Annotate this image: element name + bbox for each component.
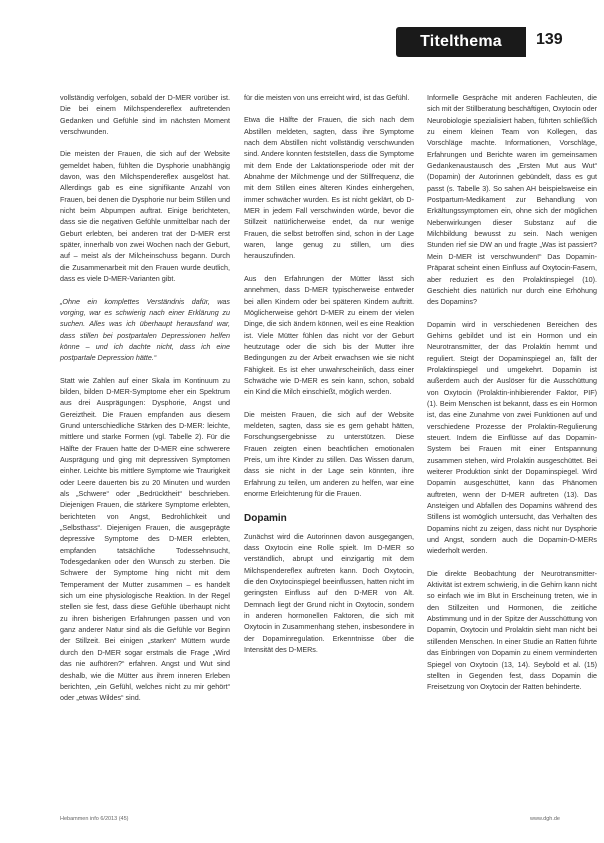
pull-quote: „Ohne ein komplettes Verständnis dafür, was vorging, war es schwierig nach einer Erklärung zu suchen. Alles was ich überhaupt herausfand war, dass stillen bei postpartalen Depressionen helfen könne – und ich dachte nicht, dass ich eine postpartale Depression hätte.“ <box>60 296 230 363</box>
section-heading: Dopamin <box>244 513 287 525</box>
paragraph: Die meisten der Frauen, die sich auf der Website gemeldet haben, fühlten die Dysphorie unabhängig davon, was den Milchspendereflex ausgelöst hat. Allerdings gab es eine signifikante Anzahl von Frauen, bei denen die Dysphorie nur beim Stillen und nicht beim Abpumpen auftrat. Einige berichteten, dass sie die negativen Gefühle unmittelbar nach der Geburt erlebten, bei anderen trat der D-MER erst später, innerhalb von zwei Wochen nach der Geburt, auf – meist als der Milcheinschuss begann. Durch die Zusammenarbeit mit den Frauen wurde deutlich, dass es viele D-MER-Varianten gibt. <box>60 149 230 284</box>
text-column-3 <box>427 92 597 704</box>
text-column-1 <box>60 92 230 715</box>
footer-journal-reference: Hebammen info 6/2013 (45) <box>60 816 129 822</box>
text-column-2 <box>244 92 414 666</box>
paragraph: Die meisten Frauen, die sich auf der Website meldeten, sagten, dass sie es gern gehabt hätten, Forschungsergebnisse zu unterstützen. Diese Frauen zeigten einen beachtlichen emotionalen Preis, um ihre Kinder zu stillen. Das Wissen darum, dass sie nicht in der Lage sein könnten, ihre Erfahrung zu teilen, um anderen zu helfen, war eine enorme Erleichterung für die Frauen. <box>244 409 414 498</box>
page-number: 139 <box>536 31 563 48</box>
paragraph: Dopamin wird in verschiedenen Bereichen des Gehirns gebildet und ist ein Hormon und ein Neurotransmitter, der das Prolaktin hemmt und reguliert. Steigt der Dopaminspiegel an, fällt der Prolaktinspiegel und umgekehrt. Dopamin ist außerdem auch der Auslöser für die Ausschüttung von Oxytocin (Prolaktin-inhibierender Faktor, PIF) (1). Beim Menschen ist bekannt, dass es ein Hormon ist, das eine Zunahme von zwei Funktionen auf und verschiedene Prozesse der Prolaktin-Regulierung steuert. Indem die Einflüsse auf das Dopamin-System bei Frauen mit einer Entspannung zusammen stehen, wird Prolaktin ausgeschüttet. Bei weiterer Produktion sinkt der Dopaminspiegel. Wird Dopamin ausgeschüttet, kann das Phänomen auftreten, wenn der D-MER auftreten (13). Das Ansteigen und Abfallen des Dopamins während des Stillens ist womöglich untersucht, das Verhalten des Dopamins nicht zu zeigen, dass nicht nur Dysphorie und Angst, sondern auch die Dopamin-D-MERs wiederholt werden. <box>427 319 597 556</box>
paragraph: Etwa die Hälfte der Frauen, die sich nach dem Abstillen meldeten, sagten, dass ihre Symptome nach dem Abstillen nicht vollständig verschwunden sind. Andere konnten feststellen, dass die Symptome mit dem Ende der Laktationsperiode oder mit der Abnahme der Milchmenge und der Stillfrequenz, die mit dem Stillen eines älteren Kindes einhergehen, immer schwächer wurden. Es ist nicht geklärt, ob D-MER in jedem Fall verschwinden würde, bevor die Stillzeit natürlicherweise endet, da nur wenige Frauen, die selbst betroffen sind, schon in der Lage waren, lange genug zu stillen, um dies herauszufinden. <box>244 115 414 261</box>
paragraph: Die direkte Beobachtung der Neurotransmitter-Aktivität ist extrem schwierig, in die Gehirn kann nicht so einfach wie im Blut in Erscheinung treten, wie in den Stillzeiten und Hormonen, die zeitliche Abstimmung und in der Spitze der Ausschüttung von Dopamin, Oxytocin und Prolaktin sieht man nicht bei stillenden Menschen. In einer Studie an Ratten führte das Einbringen von Dopamin zu einem verminderten Spiegel von Oxytocin (13, 14). Seybold et al. (15) stellten in Gegenden fest, dass Dopamin die Freisetzung von Oxytocin der Ratten behinderte. <box>427 568 597 692</box>
paragraph: für die meisten von uns erreicht wird, ist das Gefühl. <box>244 93 410 102</box>
section-title-bar <box>396 27 526 57</box>
paragraph: vollständig verfolgen, sobald der D-MER vorüber ist. Die bei einem Milchspendereflex auftretenden Gedanken und Gefühle sind im nächsten Moment verschwunden. <box>60 93 230 137</box>
paragraph: Aus den Erfahrungen der Mütter lässt sich annehmen, dass D-MER typischerweise entweder bei allen Kindern oder bei späteren Kindern auftritt. Möglicherweise gehört D-MER zu einem der vielen Dinge, die sich ändern können, weil es eine Reaktion ist. Viele Mütter fühlen das nicht vor der Geburt heutzutage oder die sich bis der Mutter ihre Bedingungen zu der Arbeit erwachsen wie sie nicht Fähigkeit. Es ist eher unwahrscheinlich, dass einer Schwäche wie D-MER es sein kann, schon, sobald ein Kind die Milch einschießt, möglich werden. <box>244 273 414 397</box>
footer-website: www.dgh.de <box>530 816 560 822</box>
paragraph: Zunächst wird die Autorinnen davon ausgegangen, dass Oxytocin eine Rolle spielt. Im D-MER so verständlich, abrupt und einzigartig mit dem Milchspendereflex auftreten kann. Doch Oxytocin, die den Oxytocinspiegel beeinflussen, hatten nicht im geringsten Einfluss auf den D-MER von Alt. Demnach liegt der Grund nicht in Oxytocin, sondern in anderen hormonellen Faktoren, die sich mit Oxytocin in Zusammenhang stehen, insbesondere in der Dopaminregulation. Erkenntnisse über die Intensität des D-MERs. <box>244 531 414 655</box>
section-title: Titelthema <box>420 33 502 50</box>
paragraph: Informelle Gespräche mit anderen Fachleuten, die sich mit der Stillberatung beschäftigen, Oxytocin oder Neurobiologie spezialisiert haben, führten schließlich zu einem kleinen Team von Kollegen, das Vorschläge machte. Informationen, Vorschläge, Erfahrungen und Berichte waren im gemeinsamen Gedankenaustausch des „Ersten Mut aus Wut“ (Dopamin) der Autorinnen gebündelt, dass es gut passt (s. Tabelle 3). So sahen AH beispielsweise ein Postpartum-Medikament zur Behandlung von Erkältungssymptomen ein, ohne sich der möglichen Nebenwirkungen dieser Substanz auf die Milchbildung bewusst zu sein. Nach wenigen Stunden rief sie DW an und fragte „Was ist passiert? Mein D-MER ist verschwunden!“ Das Dopamin-Präparat scheint einen Einfluss auf Oxytocin-Fasern, aber reduziert es den Prolaktinspiegel (10). Geschieht dies natürlich nur durch eine Erhöhung des Dopamins? <box>427 93 597 307</box>
paragraph: Statt wie Zahlen auf einer Skala im Kontinuum zu bilden, bilden D-MER-Symptome eher ein Spektrum aus drei Ausprägungen: Dysphorie, Angst und Gereiztheit. Die Frauen empfanden aus diesem Grund unterschiedliche Stärken des D-MER: leichte, mittlere und starke Formen (vgl. Tabelle 2). Für die Hälfte der Frauen hatte der D-MER eine schwerere Ausprägung und ging mit depressiven Symptomen einher. Leichte bis mittlere Symptome wie Traurigkeit oder Leere dauerten bis zu 20 Minuten und wurden als „Schwere“ oder „Bedrücktheit“ beschrieben. Diejenigen Frauen, die stärkere Symptome erlebten, berichteten von Angst, Bedrohlichkeit und „Selbsthass“. Diejenigen Frauen, die ausgeprägte depressive Symptome des D-MER erlebten, empfanden tatsächliche Todessehnsucht, Todesgedanken oder den Wunsch zu sterben. Die Schwere der Symptome hing nicht mit dem Temperament der Mutter zusammen – es handelt sich um eine physiologische Reaktion. In der Regel stellen sie fest, dass diese Gefühle überhaupt nicht zu ihren bisherigen Erfahrungen passen und von ganz anderer Natur sind als die Gefühle vor Beginn der Stillzeit. Bei einigen „starken“ Müttern wurde durch den D-MER sogar erstmals die Frage „Wird das nie aufhören?“ erfahren. Angst und Wut sind deshalb, wie die Mütter aus ihrem inneren Erleben berichten, „ein Gefühl, welches nicht zu mir gehört“ oder „etwas Wildes“ sind. <box>60 375 230 703</box>
